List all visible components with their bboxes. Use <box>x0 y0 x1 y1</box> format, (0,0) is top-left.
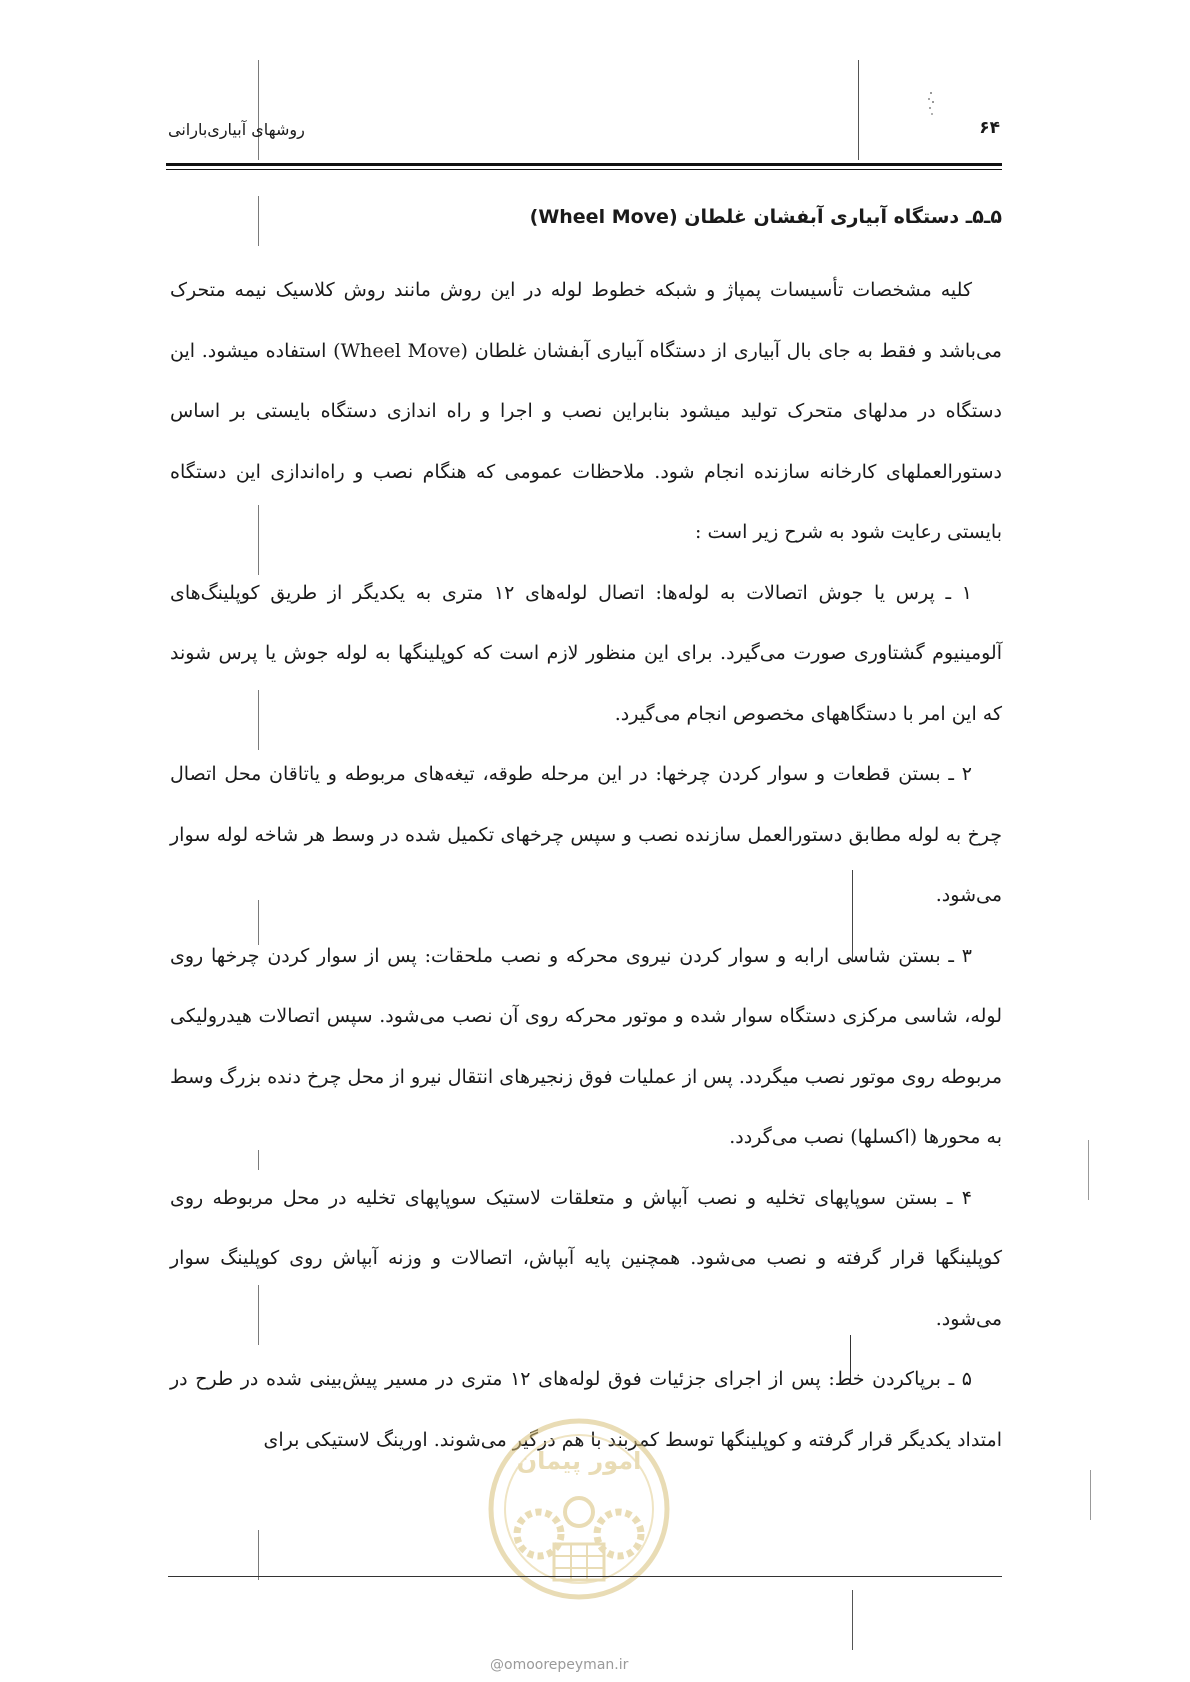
watermark-seal-text: امور پیمان <box>516 1447 642 1475</box>
scan-artifact-line <box>1088 1140 1089 1200</box>
scan-speck-icon <box>925 90 937 118</box>
page-body <box>170 196 1002 1470</box>
footer-rule <box>168 1576 1002 1577</box>
intro-paragraph: کلیه مشخصات تأسیسات پمپاژ و شبکه خطوط لوله در این روش مانند روش کلاسیک نیمه متحرک می‌باشد و فقط به جای بال آبیاری از دستگاه آبیاری آبفشان غلطان (Wheel Move) استفاده میشود. این دستگاه در مدلهای متحرک تولید میشود بنابراین نصب و اجرا و راه اندازی دستگاه بایستی بر اساس دستورالعملهای کارخانه سازنده انجام شود. ملاحظات عمومی که هنگام نصب و راه‌اندازی این دستگاه بایستی رعایت شود به شرح زیر است : <box>170 279 1002 543</box>
page-header <box>168 118 1000 158</box>
step-paragraph: ۳ ـ بستن شاسی ارابه و سوار کردن نیروی محرکه و نصب ملحقات: پس از سوار کردن چرخها روی لوله، شاسی مرکزی دستگاه سوار شده و موتور محرکه روی آن نصب می‌شود. سپس اتصالات هیدرولیکی مربوطه روی موتور نصب میگردد. پس از عملیات فوق زنجیرهای انتقال نیرو از محل چرخ دنده بزرگ وسط به محورها (اکسلها) نصب می‌گردد. <box>170 944 1002 1148</box>
header-rule-thin <box>166 169 1002 170</box>
watermark-site <box>490 1657 628 1673</box>
watermark-site-text: omoorepeyman.ir <box>504 1657 629 1673</box>
scan-artifact-line <box>852 1590 853 1650</box>
header-rule-thick <box>166 163 1002 166</box>
running-title: روشهای آبیاری‌بارانی <box>168 120 305 139</box>
step-paragraph: ۵ ـ برپاکردن خط: پس از اجرای جزئیات فوق لوله‌های ۱۲ متری در مسیر پیش‌بینی شده در طرح در امتداد یکدیگر قرار گرفته و کوپلینگها توسط کمربند با هم درگیر می‌شوند. اورینگ لاستیکی برای <box>170 1368 1002 1451</box>
step-paragraph: ۲ ـ بستن قطعات و سوار کردن چرخها: در این مرحله طوقه، تیغه‌های مربوطه و یاتاقان محل اتصال چرخ به لوله مطابق دستورالعمل سازنده نصب و سپس چرخهای تکمیل شده در وسط هر شاخه لوله سوار می‌شود. <box>170 763 1002 906</box>
section-heading: ۵ـ۵ـ دستگاه آبیاری آبفشان غلطان (Wheel Move) <box>529 206 1002 228</box>
step-paragraph: ۱ ـ پرس یا جوش اتصالات به لوله‌ها: اتصال لوله‌های ۱۲ متری به یکدیگر از طریق کوپلینگ‌های آلومینیوم گشتاوری صورت می‌گیرد. برای این منظور لازم است که کوپلینگها به لوله جوش یا پرس شوند که این امر با دستگاههای مخصوص انجام می‌گیرد. <box>170 581 1002 725</box>
at-icon: @ <box>490 1657 504 1673</box>
page-number: ۶۴ <box>979 118 1000 138</box>
step-paragraph: ۴ ـ بستن سوپاپهای تخلیه و نصب آبپاش و متعلقات لاستیک سوپاپهای تخلیه در محل مربوطه روی کوپلینگها قرار گرفته و نصب می‌شود. همچنین پایه آبپاش، اتصالات و وزنه آبپاش روی کوپلینگ سوار می‌شود. <box>170 1186 1002 1330</box>
scan-artifact-line <box>1090 1470 1091 1520</box>
scan-artifact-line <box>258 1530 259 1580</box>
